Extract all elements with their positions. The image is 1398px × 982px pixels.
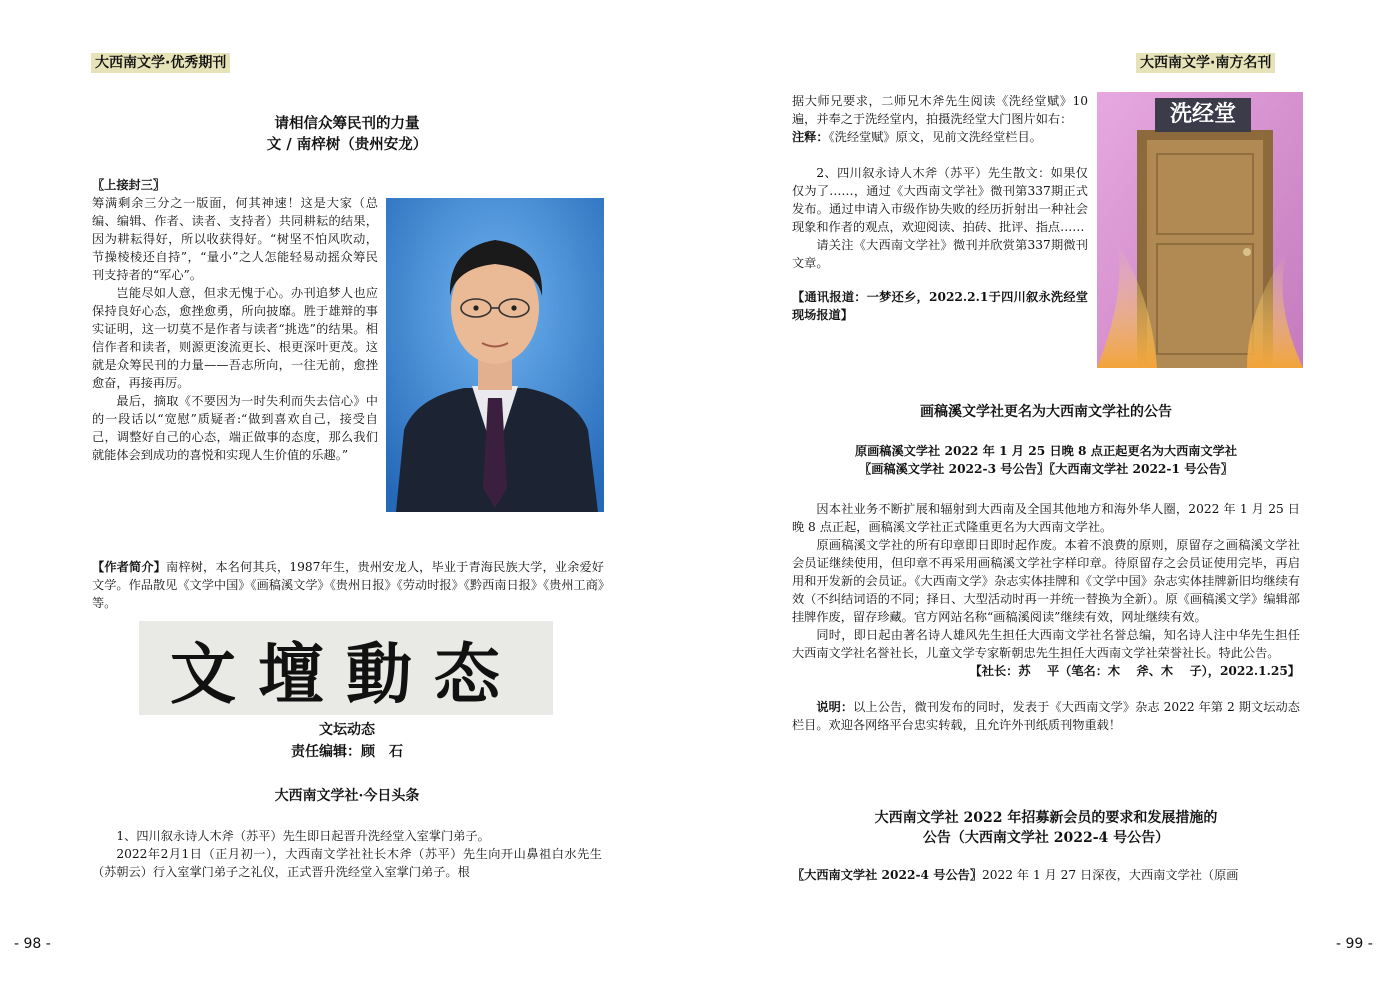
author-bio-text: 南梓树，本名何其兵，1987年生，贵州安龙人，毕业于青海民族大学，业余爱好文学。作品散见《文学中国》《画稿溪文学》《贵州日报》《劳动时报》《黔西南日报》《贵州工商》等。 bbox=[92, 560, 604, 610]
right-intro bbox=[792, 92, 1088, 324]
news-item-1-detail: 2022年2月1日（正月初一），大西南文学社社长木斧（苏平）先生向开山鼻祖白水先生（苏朝云）行入室掌门弟子之礼仪，正式晋升洗经堂入室掌门弟子。根 bbox=[92, 847, 602, 879]
notice1-paragraph-3: 同时，即日起由著名诗人雄风先生担任大西南文学社名誉总编，知名诗人注中华先生担任大西南文学社名誉社长，儿童文学专家靳朝忠先生担任大西南文学社荣誉社长。特此公告。 bbox=[792, 628, 1300, 660]
article-body bbox=[92, 194, 378, 464]
intro-line: 据大师兄要求，二师兄木斧先生阅读《洗经堂赋》10遍，并奉之于洗经堂内，拍摄洗经堂大门图片如右： bbox=[792, 94, 1088, 126]
left-header: 大西南文学·优秀期刊 bbox=[91, 53, 230, 73]
notice1-paragraph-1: 因本社业务不断扩展和辐射到大西南及全国其他地方和海外华人圈，2022 年 1 月 25 日晚 8 点正起，画稿溪文学社正式隆重更名为大西南文学社。 bbox=[792, 502, 1300, 534]
notice2-title-2: 公告（大西南文学社 2022-4 号公告） bbox=[922, 830, 1170, 846]
explanation bbox=[792, 698, 1300, 734]
news-item-2: 2、四川叙永诗人木斧（苏平）先生散文：如果仅仅为了……，通过《大西南文学社》微刊第337期正式发布。通过申请入市级作协失败的经历折射出一种社会现象和作者的观点，欢迎阅读、拍砖、批评、指点…… bbox=[792, 166, 1088, 234]
author-bio bbox=[92, 558, 604, 612]
notice1-paragraph-2: 原画稿溪文学社的所有印章即日即时起作废。本着不浪费的原则，原留存之画稿溪文学社会员证继续使用，但印章不再采用画稿溪文学社字样印章。待原留存之会员证使用完毕，再启用和开发新的会员证。《大西南文学》杂志实体挂牌和《文学中国》杂志实体挂牌新旧均继续有效（不纠结词语的不同；择日、大型活动时再一并统一替换为全新）。原《画稿溪文学》编辑部挂牌作废，留存珍藏。官方网站名称“画稿溪阅读”继续有效，网址继续有效。 bbox=[792, 538, 1300, 624]
door-sign: 洗经堂 bbox=[1155, 98, 1251, 132]
news-item-1: 1、四川叙永诗人木斧（苏平）先生即日起晋升洗经堂入室掌门弟子。 bbox=[116, 829, 490, 843]
section-editor: 责任编辑：顾 石 bbox=[291, 744, 403, 760]
notice1-subtitle-2: 〖画稿溪文学社 2022-3 号公告〗〖大西南文学社 2022-1 号公告〗 bbox=[859, 462, 1233, 476]
notice1-title: 画稿溪文学社更名为大西南文学社的公告 bbox=[920, 404, 1172, 420]
explanation-text: 以上公告，微刊发布的同时，发表于《大西南文学》杂志 2022 年第 2 期文坛动态栏目。欢迎各网络平台忠实转载，且允许外刊纸质刊物重载！ bbox=[792, 700, 1300, 732]
notice2-body bbox=[792, 866, 1302, 884]
author-bio-label: 【作者简介】 bbox=[92, 560, 166, 574]
news-items bbox=[92, 827, 602, 881]
notice2-label: 〖大西南文学社 2022-4 号公告〗 bbox=[792, 868, 983, 882]
author-photo bbox=[386, 198, 604, 512]
body-paragraph-1: 筹满剩余三分之一版面，何其神速！这是大家（总编、编辑、作者、读者、支持者）共同耕耘的结果，因为耕耘得好，所以收获得好。“树坚不怕风吹动，节操棱棱还自持”，“量小”之人怎能轻易动摇众筹民刊支持者的“军心”。 bbox=[92, 196, 378, 282]
note bbox=[792, 128, 1088, 146]
section-title: 文坛动态 bbox=[319, 722, 375, 738]
calligraphy-banner bbox=[139, 621, 553, 715]
continued-marker: 〖上接封三〗 bbox=[92, 178, 166, 192]
note-text: 《洗经堂赋》原文，见前文洗经堂栏目。 bbox=[828, 130, 1042, 144]
door-photo bbox=[1097, 92, 1303, 368]
body-paragraph-3: 最后，摘取《不要因为一时失利而失去信心》中的一段话以“宽慰”质疑者:“做到喜欢自己，接受自己，调整好自己的心态，端正做事的态度，那么我们就能体会到成功的喜悦和实现人生价值的乐趣。” bbox=[92, 394, 378, 462]
right-page-number: - 99 - bbox=[1336, 936, 1373, 952]
explanation-label: 说明： bbox=[816, 700, 854, 714]
body-paragraph-2: 岂能尽如人意，但求无愧于心。办刊追梦人也应保持良好心态，愈挫愈勇，所向披靡。胜于雄辩的事实证明，这一切莫不是作者与读者“挑选”的结果。相信作者和读者，则源更浚流更长、根更深叶更茂。这就是众筹民刊的力量——吾志所向，一往无前，愈挫愈奋，再接再厉。 bbox=[92, 286, 378, 390]
article-byline: 文 / 南梓树（贵州安龙） bbox=[266, 136, 428, 153]
notice1-signature: 【社长：苏 平（笔名：木 斧、木 子），2022.1.25】 bbox=[969, 664, 1300, 678]
left-page-number: - 98 - bbox=[14, 936, 51, 952]
notice2-title-1: 大西南文学社 2022 年招募新会员的要求和发展措施的 bbox=[874, 810, 1218, 826]
news-heading: 大西南文学社·今日头条 bbox=[274, 788, 420, 804]
article-title: 请相信众筹民刊的力量 bbox=[274, 115, 420, 132]
calligraphy-text: 文壇動态 bbox=[170, 634, 522, 713]
notice2-text: 2022 年 1 月 27 日深夜，大西南文学社（原画 bbox=[982, 868, 1239, 882]
right-header: 大西南文学·南方名刊 bbox=[1136, 53, 1275, 73]
note-label: 注释： bbox=[792, 130, 829, 144]
notice1-body bbox=[792, 500, 1300, 734]
news-item-2-follow: 请关注《大西南文学社》微刊并欣赏第337期微刊文章。 bbox=[792, 238, 1088, 270]
report-line: 【通讯报道：一梦还乡，2022.2.1于四川叙永洗经堂现场报道】 bbox=[792, 290, 1088, 322]
notice1-subtitle-1: 原画稿溪文学社 2022 年 1 月 25 日晚 8 点正起更名为大西南文学社 bbox=[854, 444, 1238, 458]
